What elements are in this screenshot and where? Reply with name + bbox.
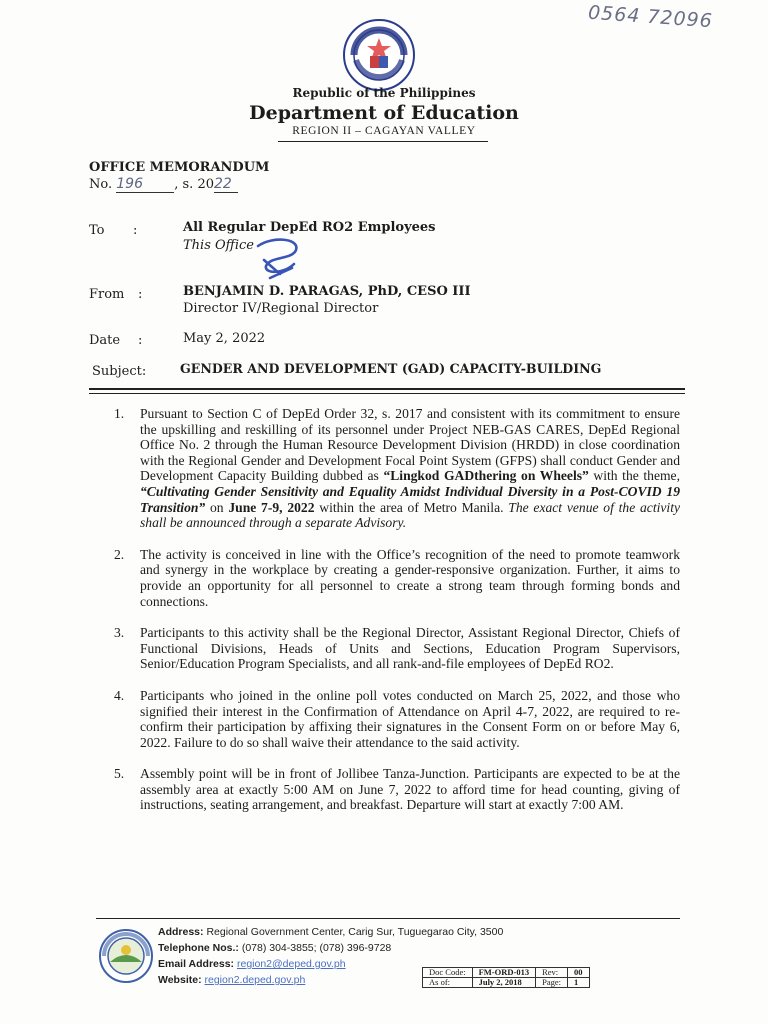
date-label: Date — [89, 333, 121, 348]
p1-text-g: within the area of Metro Manila. — [314, 499, 509, 515]
to-sub: This Office — [183, 238, 255, 253]
rev-value: 00 — [568, 968, 590, 978]
paragraph-number: 3. — [114, 625, 125, 641]
memo-no-label: No. — [89, 177, 113, 192]
memo-series-label: , s. 20 — [174, 177, 214, 192]
paragraph-number: 1. — [114, 406, 125, 421]
signature-initial — [252, 234, 308, 282]
to-label: To — [89, 223, 105, 238]
page-label: Page: — [536, 978, 568, 988]
memo-no-value: 196 — [116, 176, 174, 193]
paragraph-text: Assembly point will be in front of Jollibee Tanza-Junction. Participants are expected to be at the assembly area at exactly 5:00 AM on June 7, 2022 to afford time for head counting, giving of instructions, seating arrangement, and breakfast. Departure will start at exactly 7:00 AM. — [140, 766, 680, 813]
paragraph-text: Participants who joined in the online poll votes conducted on March 25, 2022, and those who signified their interest in the Confirmation of Attendance on April 4-7, 2022, are required to re-confirm their participation by affixing their signatures in the Consent Form on or before May 6, 2022. Failure to do so shall waive their attendance to the said activity. — [140, 687, 680, 750]
as-of-label: As of: — [423, 978, 473, 988]
from-colon: : — [138, 287, 143, 302]
handwritten-reference-number: 0564 72096 — [587, 1, 714, 33]
rev-label: Rev: — [536, 968, 568, 978]
address-label: Address: — [158, 926, 204, 938]
paragraph-5 — [114, 766, 680, 813]
from-value: BENJAMIN D. PARAGAS, PhD, CESO III — [183, 284, 471, 299]
as-of-value: July 2, 2018 — [472, 978, 536, 988]
p1-text-a: Pursuant to Section C of DepEd Order 32, s. 2017 and consistent with its commitment to ensure the upskilling and reskilling of its personnel under Project NEB-GAS CARES, DepEd Regional Office No. 2 through the Human Resource Development Division (HRDD) in close coordination with the Regional Gender and Development Focal Point System (GFPS) shall conduct Gender and Development Capacity Building dubbed as — [140, 406, 680, 484]
telephone-label: Telephone Nos.: — [158, 942, 239, 954]
doc-code-value: FM-ORD-013 — [472, 968, 536, 978]
memo-number-line — [89, 176, 238, 193]
subject-label: Subject: — [92, 364, 147, 379]
website-label: Website: — [158, 974, 202, 986]
memo-title: OFFICE MEMORANDUM — [89, 160, 270, 175]
paragraph-4 — [114, 688, 680, 750]
regional-office-logo-icon — [98, 928, 154, 984]
department-heading: Department of Education — [249, 102, 519, 124]
website-link[interactable]: region2.deped.gov.ph — [204, 974, 306, 986]
date-colon: : — [138, 333, 143, 348]
doc-code-label: Doc Code: — [423, 968, 473, 978]
paragraph-3 — [114, 625, 680, 672]
deped-seal-icon — [342, 18, 416, 92]
p1-dates: June 7-9, 2022 — [228, 499, 315, 515]
p1-event-name: “Lingkod GADthering on Wheels” — [383, 468, 589, 484]
footer-divider — [96, 918, 680, 919]
paragraph-number: 5. — [114, 766, 125, 782]
paragraph-text: The activity is conceived in line with the Office’s recognition of the need to promote teamwork and synergy in the workplace by creating a gender-responsive organization. Further, it aims to provide an opportunity for all personnel to create a strong team through forming bonds and connections. — [140, 546, 680, 609]
telephone-value: (078) 304-3855; (078) 396-9728 — [241, 942, 392, 954]
page-value: 1 — [568, 978, 590, 988]
subject-divider-top — [89, 388, 685, 390]
email-link[interactable]: region2@deped.gov.ph — [236, 958, 346, 970]
p1-venue-note: The exact venue of the activity shall be announced through a separate Advisory. — [140, 499, 680, 531]
document-control-table — [422, 967, 590, 988]
address-value: Regional Government Center, Carig Sur, Tuguegarao City, 3500 — [206, 926, 504, 938]
to-value: All Regular DepEd RO2 Employees — [183, 220, 436, 235]
p1-theme: “Cultivating Gender Sensitivity and Equality Amidst Individual Diversity in a Post-COVID 19 Transition” — [140, 483, 680, 515]
subject-value: GENDER AND DEVELOPMENT (GAD) CAPACITY-BUILDING — [180, 361, 602, 376]
region-heading: REGION II – CAGAYAN VALLEY — [292, 125, 476, 137]
paragraph-2 — [114, 547, 680, 609]
republic-heading: Republic of the Philippines — [292, 86, 476, 100]
email-label: Email Address: — [158, 958, 235, 970]
memo-series-value: 22 — [214, 176, 238, 193]
p1-text-c: with the theme, — [588, 468, 680, 484]
p1-text-e: on — [205, 499, 229, 515]
from-label: From — [89, 287, 125, 302]
paragraph-number: 2. — [114, 546, 125, 562]
paragraph-text: Participants to this activity shall be the Regional Director, Assistant Regional Director, Chiefs of Functional Divisions, Heads of Units and Sections, Education Program Supervisors, Senior/Education Program Specialists, and all rank-and-file employees of DepEd RO2. — [140, 625, 680, 672]
memo-body — [114, 406, 680, 829]
date-value: May 2, 2022 — [183, 331, 266, 346]
from-sub: Director IV/Regional Director — [183, 301, 379, 316]
paragraph-number: 4. — [114, 687, 125, 703]
paragraph-text — [140, 406, 680, 531]
paragraph-1 — [114, 406, 680, 531]
header-divider — [278, 141, 488, 142]
to-colon: : — [133, 223, 138, 238]
subject-divider-bottom — [89, 393, 685, 394]
